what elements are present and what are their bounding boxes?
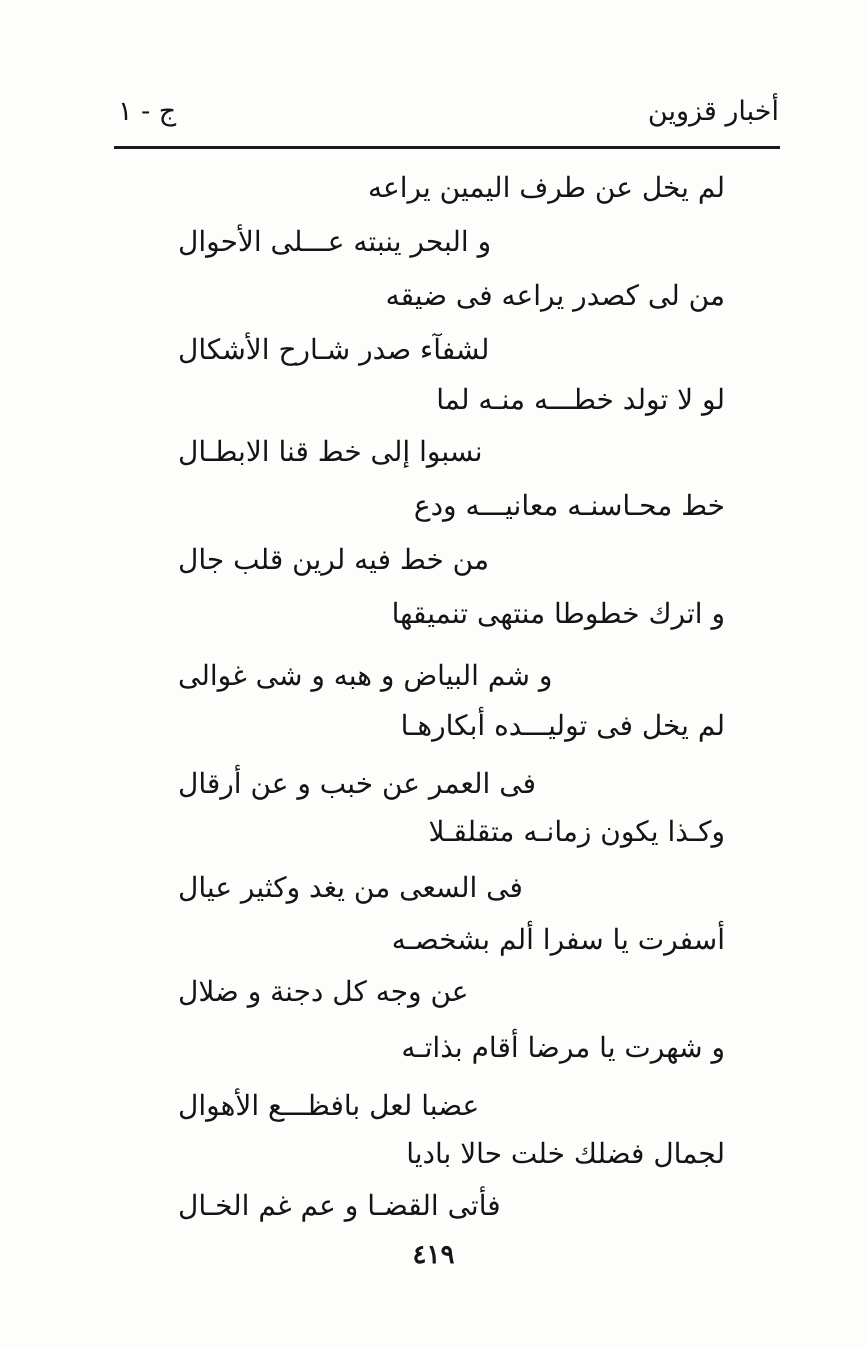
- verse-first-hemistich: من لى كصدر يراعه فى ضيقه: [385, 279, 725, 312]
- verse-second-hemistich: و شم البياض و هبه و شى غوالى: [178, 659, 553, 692]
- header-rule: [114, 146, 780, 149]
- verse-second-hemistich: عضبا لعل بافظـــع الأهوال: [178, 1089, 480, 1122]
- verse-first-hemistich: لجمال فضلك خلت حالا باديا: [406, 1137, 725, 1170]
- running-header-title: أخبار قزوين: [647, 96, 779, 127]
- verse-first-hemistich: أسفرت يا سفرا ألم بشخصـه: [391, 923, 725, 956]
- verse-first-hemistich: لم يخل عن طرف اليمين يراعه: [368, 171, 725, 204]
- verse-second-hemistich: و البحر ينبته عـــلى الأحوال: [178, 225, 492, 258]
- verse-first-hemistich: لو لا تولد خطـــه منـه لما: [436, 383, 725, 416]
- verse-second-hemistich: من خط فيه لرين قلب جال: [178, 543, 489, 576]
- verse-first-hemistich: خط محـاسنـه معانيـــه ودع: [413, 489, 725, 522]
- running-header-volume: ج - ١: [118, 96, 177, 127]
- verse-second-hemistich: فى العمر عن خبب و عن أرقال: [178, 767, 536, 800]
- verse-first-hemistich: وكـذا يكون زمانـه متقلقـلا: [428, 815, 725, 848]
- verse-second-hemistich: نسبوا إلى خط قنا الابطـال: [178, 435, 483, 468]
- verse-second-hemistich: فى السعى من يغد وكثير عيال: [178, 871, 523, 904]
- verse-second-hemistich: عن وجه كل دجنة و ضلال: [178, 975, 469, 1008]
- verse-first-hemistich: لم يخل فى توليـــده أبكارهـا: [400, 709, 725, 742]
- page-number: ٤١٩: [412, 1240, 455, 1270]
- verse-first-hemistich: و اترك خطوطا منتهى تنميقها: [391, 597, 725, 630]
- verse-second-hemistich: فأتى القضـا و عم غم الخـال: [178, 1189, 501, 1222]
- verse-first-hemistich: و شهرت يا مرضا أقام بذاتـه: [401, 1031, 725, 1064]
- verse-second-hemistich: لشفآء صدر شـارح الأشكال: [178, 333, 490, 366]
